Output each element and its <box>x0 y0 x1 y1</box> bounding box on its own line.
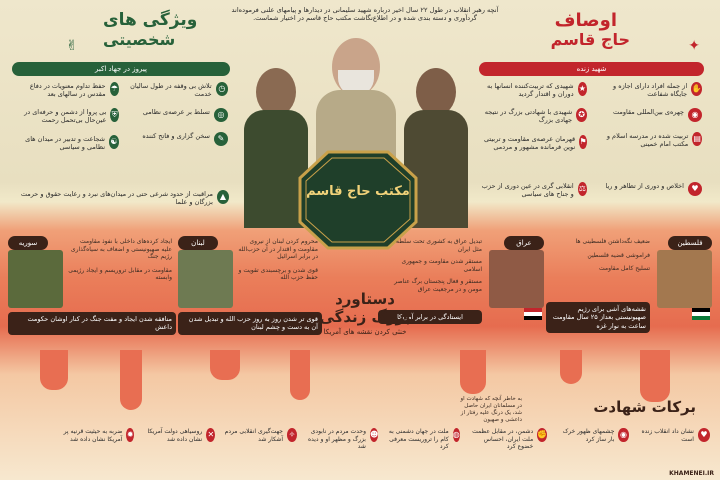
list-item-text: شهیدی با شهادتی بزرگ در نتیجه جهادی بزرگ <box>484 108 573 125</box>
achievements-section <box>0 232 720 362</box>
lebanon-box: قوی تر شدن روز به روز حزب الله و تبدیل شدن آن به دست و چشم لبنان <box>178 312 322 335</box>
lebanon-photo <box>178 250 233 308</box>
speech-icon: ✎ <box>214 132 228 146</box>
drip-shape <box>120 350 142 410</box>
clock-icon: ◷ <box>216 82 228 96</box>
list-item-text: تلاش بی وقفه در طول سالیان خدمت <box>130 82 212 99</box>
right-panel <box>472 10 712 215</box>
list-item <box>597 82 702 98</box>
syria-photo <box>8 250 63 308</box>
palestine-photo <box>657 250 712 308</box>
blessings-side-note: به خاطر آنچه که شهادت او در مسلمانان ایران حاصل شد، یک درنگ علیه رفتار از داعشی و صهیون <box>460 396 522 423</box>
shield-icon: ⛨ <box>110 108 119 122</box>
blessing-text: روسیاهی دولت آمریکا نشان داده شد <box>147 428 203 443</box>
heart-icon: ♥ <box>698 428 710 442</box>
right-bottom-item-b <box>477 182 587 198</box>
palestine-block <box>552 232 712 330</box>
left-items-col-b <box>14 82 119 151</box>
list-item-text: چهره‌ی بین‌المللی مقاومت <box>613 108 684 117</box>
bomb-icon: ✹ <box>126 428 134 442</box>
syria-box: منافقه شدن ایجاد و مفت جنگ در کنار اوشان حکومت داعش <box>8 312 176 335</box>
blessing-text: چشمهای ظهور خرک بار ساز کرد <box>562 428 615 443</box>
list-item <box>123 132 228 146</box>
list-item <box>123 82 228 98</box>
list-item <box>597 108 702 122</box>
list-item <box>14 82 119 98</box>
iraq-box: ایستادگی در برابر آمریکا <box>378 310 482 324</box>
iraq-items <box>386 238 482 293</box>
list-item-text: تسلط بر عرصه‌ی نظامی <box>142 108 210 117</box>
list-item <box>477 135 587 151</box>
list-item: مستقر و فعال پنجستان برگ عناصر مومن و در مرجعیت عراق <box>394 278 482 293</box>
right-items-col-a <box>597 82 702 149</box>
left-title-line2: شخصیتی <box>103 30 176 49</box>
hand-icon: ✋ <box>691 82 702 96</box>
fist-icon: ✊ <box>537 428 547 442</box>
list-item <box>597 132 702 148</box>
list-item: مستقر شدن مقاومت و جمهوری اسلامی <box>401 258 482 273</box>
left-panel <box>8 10 233 215</box>
blessing-item <box>555 428 629 474</box>
list-item: فراموشی قضیه فلسطین <box>587 251 650 259</box>
achievements-title-line1: دستاورد <box>335 290 395 308</box>
right-title-line1: اوصاف <box>554 10 617 31</box>
globe-icon: ◉ <box>688 108 702 122</box>
syria-items <box>68 238 172 282</box>
left-title-line1: ویژگی های <box>103 10 198 30</box>
list-item: مقاومت در مقابل تروریسم و ایجاد رژیمی وابسته <box>68 266 172 281</box>
list-item <box>477 108 587 124</box>
achievements-title-line2: بزرگ زندگی <box>319 308 411 326</box>
list-item-text: انقلابی گری در عین دوری از حزب و جناح های سیاسی <box>481 182 574 199</box>
list-item <box>14 135 119 151</box>
blessing-text: جهت‌گیری انقلابی مردم آشکار شد <box>224 428 283 443</box>
list-item <box>477 82 587 98</box>
list-item: ایجاد کرده‌های داخلی با نفوذ مقاومت علیه صهیونیستی و اضعاف به سیاه‌گذاری رژیم جنگ <box>70 238 172 260</box>
palestine-label: فلسطین <box>668 236 712 250</box>
compass-icon: ✧ <box>287 428 297 442</box>
umbrella-icon: ☂ <box>110 82 119 96</box>
palestine-box: نقشه‌های آشی برای رژیم صهیونیستی بعداز ۲۵ سال مقاومت ساعت به نوار غزه <box>546 302 650 333</box>
lebanon-items <box>238 238 318 282</box>
blessing-item <box>386 428 460 474</box>
blessing-text: وحدت مردم در نابودی بزرگ و مظهر او و دیده شد <box>307 428 366 450</box>
blessings-title: برکات شهادت <box>593 398 696 416</box>
blessing-item <box>636 428 710 474</box>
lebanon-block <box>178 232 318 330</box>
logo-text: مکتب حاج قاسم <box>306 184 410 199</box>
heart-icon: ♥ <box>688 182 702 196</box>
list-item: تسلیح کامل مقاومت <box>598 265 650 272</box>
blessing-item <box>467 428 547 474</box>
footer-brand[interactable]: KHAMENEI.IR <box>669 470 714 477</box>
list-item-text: بی پروا از دشمن و حرفه‌ای در عین‌حال بی‌تحمل رحمت <box>24 108 107 125</box>
crack-icon: ✕ <box>206 428 215 442</box>
list-item-text: قهرمان عرصه‌ی مقاومت و تربیتی نوین فرمانده مشهور و مردمی <box>483 134 576 151</box>
blessing-text: ضربه به حیثیت قرنیه پر آمریکا نشان داده شد <box>63 428 123 443</box>
drip-shape <box>560 350 582 384</box>
list-item: قوی شدن و برچسبندی تقویت و حفظ حزب الله <box>238 266 318 281</box>
list-item: محروم کردن لبنان از نیروی مقاومت و اقتدار در آن حزب‌الله در برابر اسرائیل <box>238 238 318 260</box>
blessing-text: نشان داد انقلاب زنده است <box>641 428 694 443</box>
victory-hand-icon: ✌ <box>66 38 78 54</box>
globe-icon: ◍ <box>453 428 460 442</box>
list-item-text: مراقبت از حدود شرعی حتی در میدان‌های نبرد و رعایت حقوق و حرمت بزرگان و علما <box>20 190 213 207</box>
flame-icon: ✦ <box>688 38 700 54</box>
list-item <box>123 108 228 122</box>
list-item: تبدیل عراق به کشوری تحت سلطه مثل ایران <box>396 238 482 253</box>
right-bottom-item-a <box>597 182 702 196</box>
right-items-col-b <box>477 82 587 151</box>
blessings-row <box>60 428 710 474</box>
palestine-items <box>554 238 650 273</box>
people-icon: ☻ <box>370 428 378 442</box>
left-items-col-a <box>123 82 228 146</box>
syria-block <box>8 232 174 330</box>
intro-text: آنچه رهبر انقلاب در طول ۲۲ سال اخیر درباره شهید سلیمانی در دیدارها و پیامهای علنی فرموده‌اند گردآوری و دسته بندی شده و در اطلاع‌نگاشت مکتب حاج قاسم در اختیار شماست. <box>231 6 499 23</box>
list-item: ضعیف نگه‌داشتن فلسطینی ها <box>575 238 650 245</box>
target-icon: ◎ <box>214 108 228 122</box>
list-item-text: شجاعت و تدبیر در میدان های نظامی و سیاسی <box>25 134 106 151</box>
scale-icon: ⚖ <box>578 182 587 196</box>
blessing-text: دشمن، در مقابل عظمت ملت ایران، احساس خضوع کرد <box>472 428 534 450</box>
blessing-item <box>141 428 215 474</box>
lebanon-label: لبنان <box>178 236 218 250</box>
eye-icon: ◉ <box>618 428 628 442</box>
right-title-line2: حاج قاسم <box>550 30 630 49</box>
iraq-flag-icon <box>524 308 542 320</box>
left-badge: پیروز در جهاد اکبر <box>12 62 230 76</box>
medal-icon: ✪ <box>576 108 587 122</box>
blessing-item <box>223 428 297 474</box>
drip-shape <box>640 350 670 402</box>
blessing-item <box>304 428 378 474</box>
left-bottom-item <box>14 190 229 206</box>
list-item-text: اخلاص و دوری از تظاهر و ریا <box>605 182 684 190</box>
list-item-text: سخن گزاری و فاتح کننده <box>142 132 210 141</box>
list-item <box>14 108 119 124</box>
blessing-item <box>60 428 134 474</box>
drip-shape <box>460 350 486 394</box>
flag-icon: ⚑ <box>579 135 587 149</box>
syria-label: سوریه <box>8 236 48 250</box>
achievements-title-block <box>300 290 430 336</box>
star-icon: ★ <box>578 82 587 96</box>
book-icon: ▤ <box>692 132 702 146</box>
drip-shape <box>210 350 240 380</box>
list-item-text: حفظ تداوم معنویات در دفاع مقدس در سالهای بعد <box>29 82 106 99</box>
right-badge: شهید زنده <box>479 62 704 76</box>
blessing-text: ملت در جهان دشمنی به کام را تروریست معرفی کرد <box>388 428 449 450</box>
drip-shape <box>290 350 310 400</box>
list-item-text: از جمله افراد دارای اجازه و جایگاه شفاعت <box>613 82 688 99</box>
iraq-label: عراق <box>504 236 544 250</box>
iraq-photo <box>489 250 544 308</box>
drip-shape <box>40 350 68 390</box>
achievements-subtitle: خنثی کردن نقشه های آمریکا <box>323 328 407 336</box>
tent-icon: ▲ <box>217 190 229 204</box>
list-item-text: تربیت شده در مدرسه اسلام و مکتب امام خمینی <box>606 132 689 149</box>
palestine-flag-icon <box>692 308 710 320</box>
list-item-text: شهیدی که تربیت‌کننده انسانها به دوران و اقتدار گردید <box>486 82 574 99</box>
handshake-icon: ☯ <box>109 135 119 149</box>
